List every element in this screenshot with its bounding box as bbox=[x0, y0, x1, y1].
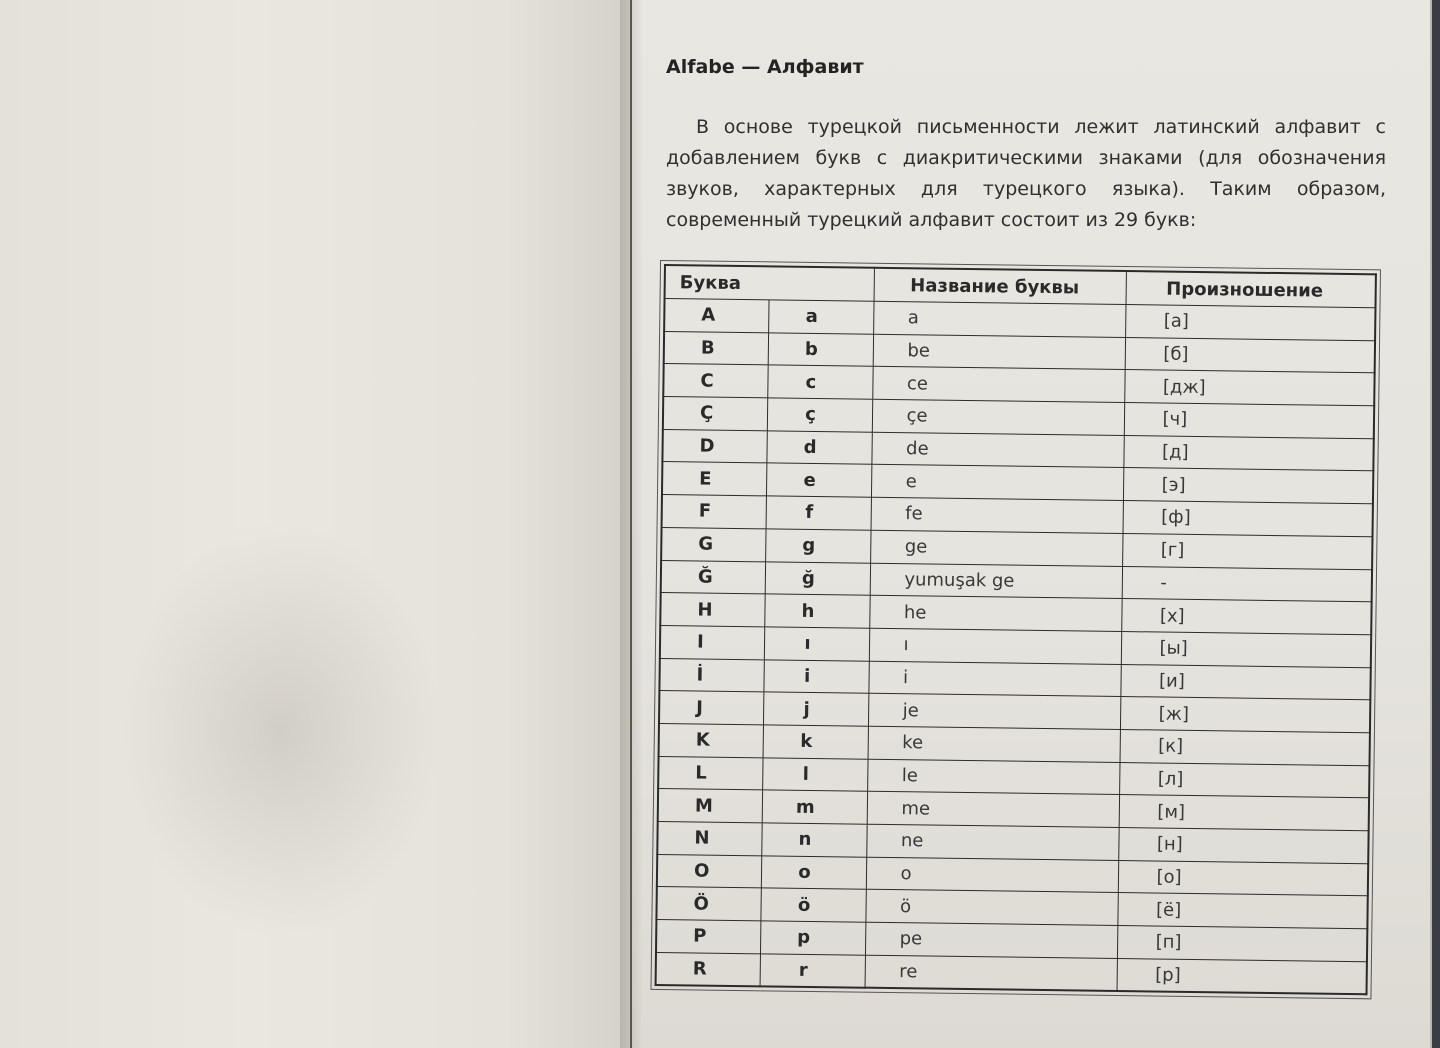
letter-name: o bbox=[866, 857, 1118, 893]
letter-name: çe bbox=[872, 399, 1124, 435]
letter-name: le bbox=[867, 759, 1119, 795]
lowercase-letter: ğ bbox=[765, 561, 870, 595]
lowercase-letter: e bbox=[766, 463, 871, 497]
letter-name: a bbox=[873, 301, 1125, 337]
uppercase-letter: Ö bbox=[656, 887, 760, 921]
pronunciation: [а] bbox=[1125, 305, 1375, 341]
lowercase-letter: r bbox=[760, 954, 865, 989]
lowercase-letter: d bbox=[766, 431, 871, 465]
lowercase-letter: k bbox=[763, 725, 868, 759]
pronunciation: [о] bbox=[1118, 860, 1368, 896]
letter-name: i bbox=[868, 661, 1120, 697]
pronunciation: [б] bbox=[1125, 337, 1375, 373]
header-name: Название буквы bbox=[874, 268, 1126, 305]
uppercase-letter: İ bbox=[659, 658, 763, 692]
lowercase-letter: ı bbox=[764, 627, 869, 661]
uppercase-letter: G bbox=[661, 527, 765, 561]
uppercase-letter: K bbox=[659, 723, 763, 757]
letter-name: yumuşak ge bbox=[870, 563, 1122, 599]
uppercase-letter: Ç bbox=[663, 397, 767, 431]
letter-name: ce bbox=[872, 367, 1124, 403]
uppercase-letter: A bbox=[664, 299, 768, 333]
uppercase-letter: L bbox=[658, 756, 762, 790]
pronunciation: [л] bbox=[1119, 762, 1369, 798]
uppercase-letter: R bbox=[656, 952, 760, 987]
letter-name: fe bbox=[871, 497, 1123, 533]
letter-name: de bbox=[871, 432, 1123, 468]
uppercase-letter: D bbox=[662, 429, 766, 463]
lowercase-letter: h bbox=[764, 594, 869, 628]
letter-name: e bbox=[871, 465, 1123, 501]
lowercase-letter: f bbox=[766, 496, 871, 530]
lowercase-letter: i bbox=[763, 659, 868, 693]
page-shadow bbox=[120, 520, 440, 940]
uppercase-letter: E bbox=[662, 462, 766, 496]
uppercase-letter: M bbox=[658, 789, 762, 823]
pronunciation: [ф] bbox=[1123, 501, 1373, 537]
pronunciation: [э] bbox=[1123, 468, 1373, 504]
pronunciation: [к] bbox=[1120, 729, 1370, 765]
lowercase-letter: n bbox=[761, 823, 866, 857]
letter-name: ı bbox=[869, 628, 1121, 664]
uppercase-letter: Ğ bbox=[661, 560, 765, 594]
pronunciation: [м] bbox=[1119, 795, 1369, 831]
uppercase-letter: J bbox=[659, 691, 763, 725]
pronunciation: [д] bbox=[1123, 435, 1373, 471]
pronunciation: [ч] bbox=[1124, 403, 1374, 439]
book-gutter bbox=[620, 0, 642, 1048]
letter-name: re bbox=[865, 955, 1117, 991]
letter-name: ke bbox=[868, 726, 1120, 762]
lowercase-letter: ç bbox=[767, 398, 872, 432]
lowercase-letter: ö bbox=[760, 888, 865, 922]
letter-name: be bbox=[873, 334, 1125, 370]
lowercase-letter: p bbox=[760, 921, 865, 955]
pronunciation: - bbox=[1122, 566, 1372, 602]
lowercase-letter: l bbox=[762, 757, 867, 791]
lowercase-letter: b bbox=[768, 333, 873, 367]
uppercase-letter: P bbox=[656, 920, 760, 954]
pronunciation: [п] bbox=[1117, 926, 1367, 962]
letter-name: ge bbox=[870, 530, 1122, 566]
letter-name: me bbox=[867, 792, 1119, 828]
uppercase-letter: C bbox=[663, 364, 767, 398]
pronunciation: [г] bbox=[1122, 533, 1372, 569]
letter-name: ö bbox=[865, 890, 1117, 926]
lowercase-letter: j bbox=[763, 692, 868, 726]
pronunciation: [и] bbox=[1120, 664, 1370, 700]
lowercase-letter: g bbox=[765, 529, 870, 563]
letter-name: he bbox=[869, 595, 1121, 631]
pronunciation: [ж] bbox=[1120, 697, 1370, 733]
uppercase-letter: I bbox=[660, 625, 764, 659]
pronunciation: [н] bbox=[1118, 827, 1368, 863]
uppercase-letter: N bbox=[657, 821, 761, 855]
left-page bbox=[0, 0, 630, 1048]
uppercase-letter: F bbox=[662, 495, 766, 529]
pronunciation: [ы] bbox=[1121, 631, 1371, 667]
page-title: Alfabe — Алфавит bbox=[666, 56, 864, 78]
uppercase-letter: B bbox=[664, 331, 768, 365]
uppercase-letter: O bbox=[657, 854, 761, 888]
lowercase-letter: c bbox=[767, 365, 872, 399]
letter-name: ne bbox=[866, 824, 1118, 860]
lowercase-letter: m bbox=[762, 790, 867, 824]
lowercase-letter: a bbox=[768, 300, 873, 334]
lowercase-letter: o bbox=[761, 856, 866, 890]
alphabet-table bbox=[655, 264, 1377, 996]
table-body bbox=[656, 299, 1376, 995]
pronunciation: [х] bbox=[1121, 599, 1371, 635]
pronunciation: [дж] bbox=[1124, 370, 1374, 406]
uppercase-letter: H bbox=[660, 593, 764, 627]
intro-paragraph: В основе турецкой письменности лежит латинский алфавит с добавлением букв с диакритическими знаками (для обозначения звуков, характерных для турецкого языка). Таким образом, современный турецкий алфавит состоит из 29 букв: bbox=[666, 116, 1386, 231]
header-pronunciation: Произношение bbox=[1126, 271, 1376, 308]
pronunciation: [ё] bbox=[1117, 893, 1367, 929]
header-letter: Буква bbox=[665, 265, 874, 301]
pronunciation: [р] bbox=[1117, 958, 1367, 994]
letter-name: je bbox=[868, 693, 1120, 729]
letter-name: pe bbox=[865, 922, 1117, 958]
